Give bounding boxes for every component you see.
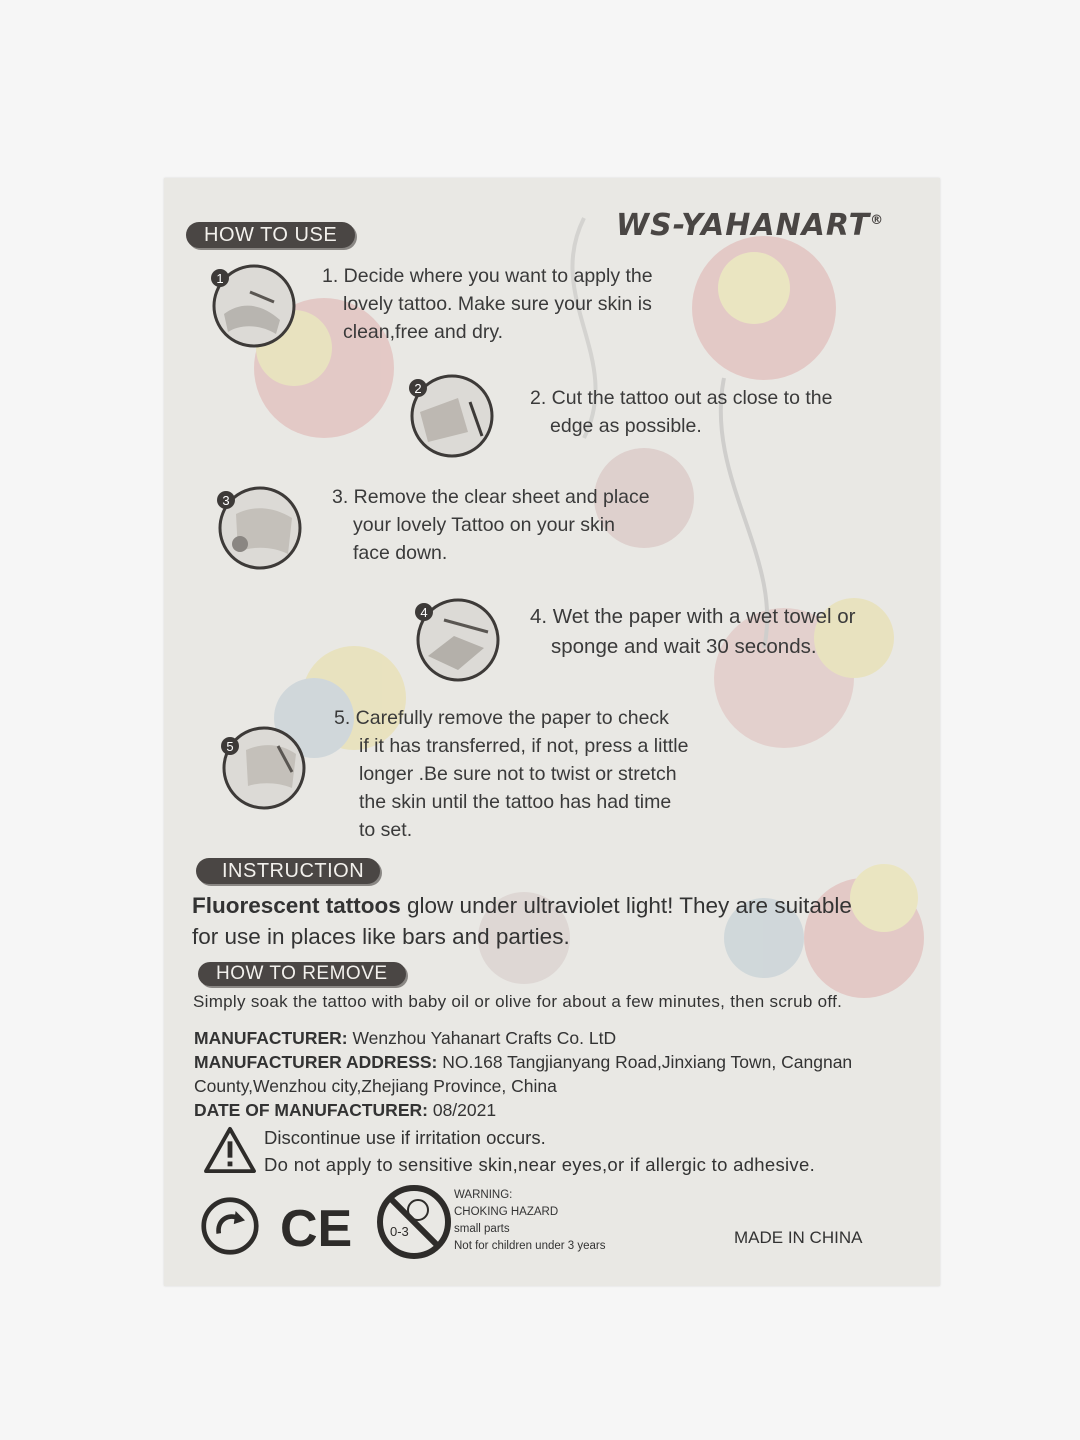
no-children-icon xyxy=(376,1184,452,1260)
step-4-text: 4. Wet the paper with a wet towel or sponge and wait 30 seconds. xyxy=(530,605,856,658)
svg-text:3: 3 xyxy=(222,493,230,508)
instruction-text: Fluorescent tattoos glow under ultraviolet light! They are suitable for use in places like bars and parties. xyxy=(192,893,852,949)
step-1-text: 1. Decide where you want to apply the lovely tattoo. Make sure your skin is clean,free and dry. xyxy=(322,265,653,343)
step-2-text: 2. Cut the tattoo out as close to the edge as possible. xyxy=(530,387,833,437)
svg-text:1: 1 xyxy=(216,271,224,286)
svg-text:2: 2 xyxy=(414,381,422,396)
warning-triangle-icon xyxy=(202,1126,258,1174)
svg-text:0-3: 0-3 xyxy=(390,1224,409,1239)
remove-instructions: Simply soak the tattoo with baby oil or olive for about a few minutes, then scrub off. xyxy=(193,992,843,1011)
instruction-card xyxy=(164,178,940,1286)
svg-text:4: 4 xyxy=(420,605,428,620)
svg-text:CE: CE xyxy=(280,1200,352,1252)
manufacturer-info: MANUFACTURER: Wenzhou Yahanart Crafts Co. LtD MANUFACTURER ADDRESS: NO.168 Tangjianyang Road,Jinxiang Town, Cangnan County,Wenzhou city,Zhejiang Province, China DATE OF MANUFACTURER: 08/2021 xyxy=(194,1028,853,1120)
made-in-label: MADE IN CHINA xyxy=(734,1228,863,1247)
choking-warning: WARNING: CHOKING HAZARD small parts Not for children under 3 years xyxy=(454,1189,606,1252)
step-5-icon xyxy=(220,724,308,812)
section-how-to-use: HOW TO USE xyxy=(186,222,355,248)
ce-mark-icon xyxy=(280,1200,352,1252)
step-4-icon xyxy=(414,596,502,684)
svg-text:5: 5 xyxy=(226,739,234,754)
step-5-text: 5. Carefully remove the paper to check if it has transferred, if not, press a little longer .Be sure not to twist or stretch the skin until the tattoo has had time to set. xyxy=(334,707,689,841)
section-instruction: INSTRUCTION xyxy=(196,858,380,884)
brand-logo: WS-YAHANART® xyxy=(616,208,885,243)
step-3-icon xyxy=(216,484,304,572)
step-1-icon xyxy=(210,262,298,350)
step-3-text: 3. Remove the clear sheet and place your lovely Tattoo on your skin face down. xyxy=(332,486,650,564)
section-how-to-remove: HOW TO REMOVE xyxy=(198,962,406,986)
warning-text: Discontinue use if irritation occurs. Do not apply to sensitive skin,near eyes,or if allergic to adhesive. xyxy=(264,1127,816,1175)
recycle-icon xyxy=(200,1196,260,1256)
step-2-icon xyxy=(408,372,496,460)
